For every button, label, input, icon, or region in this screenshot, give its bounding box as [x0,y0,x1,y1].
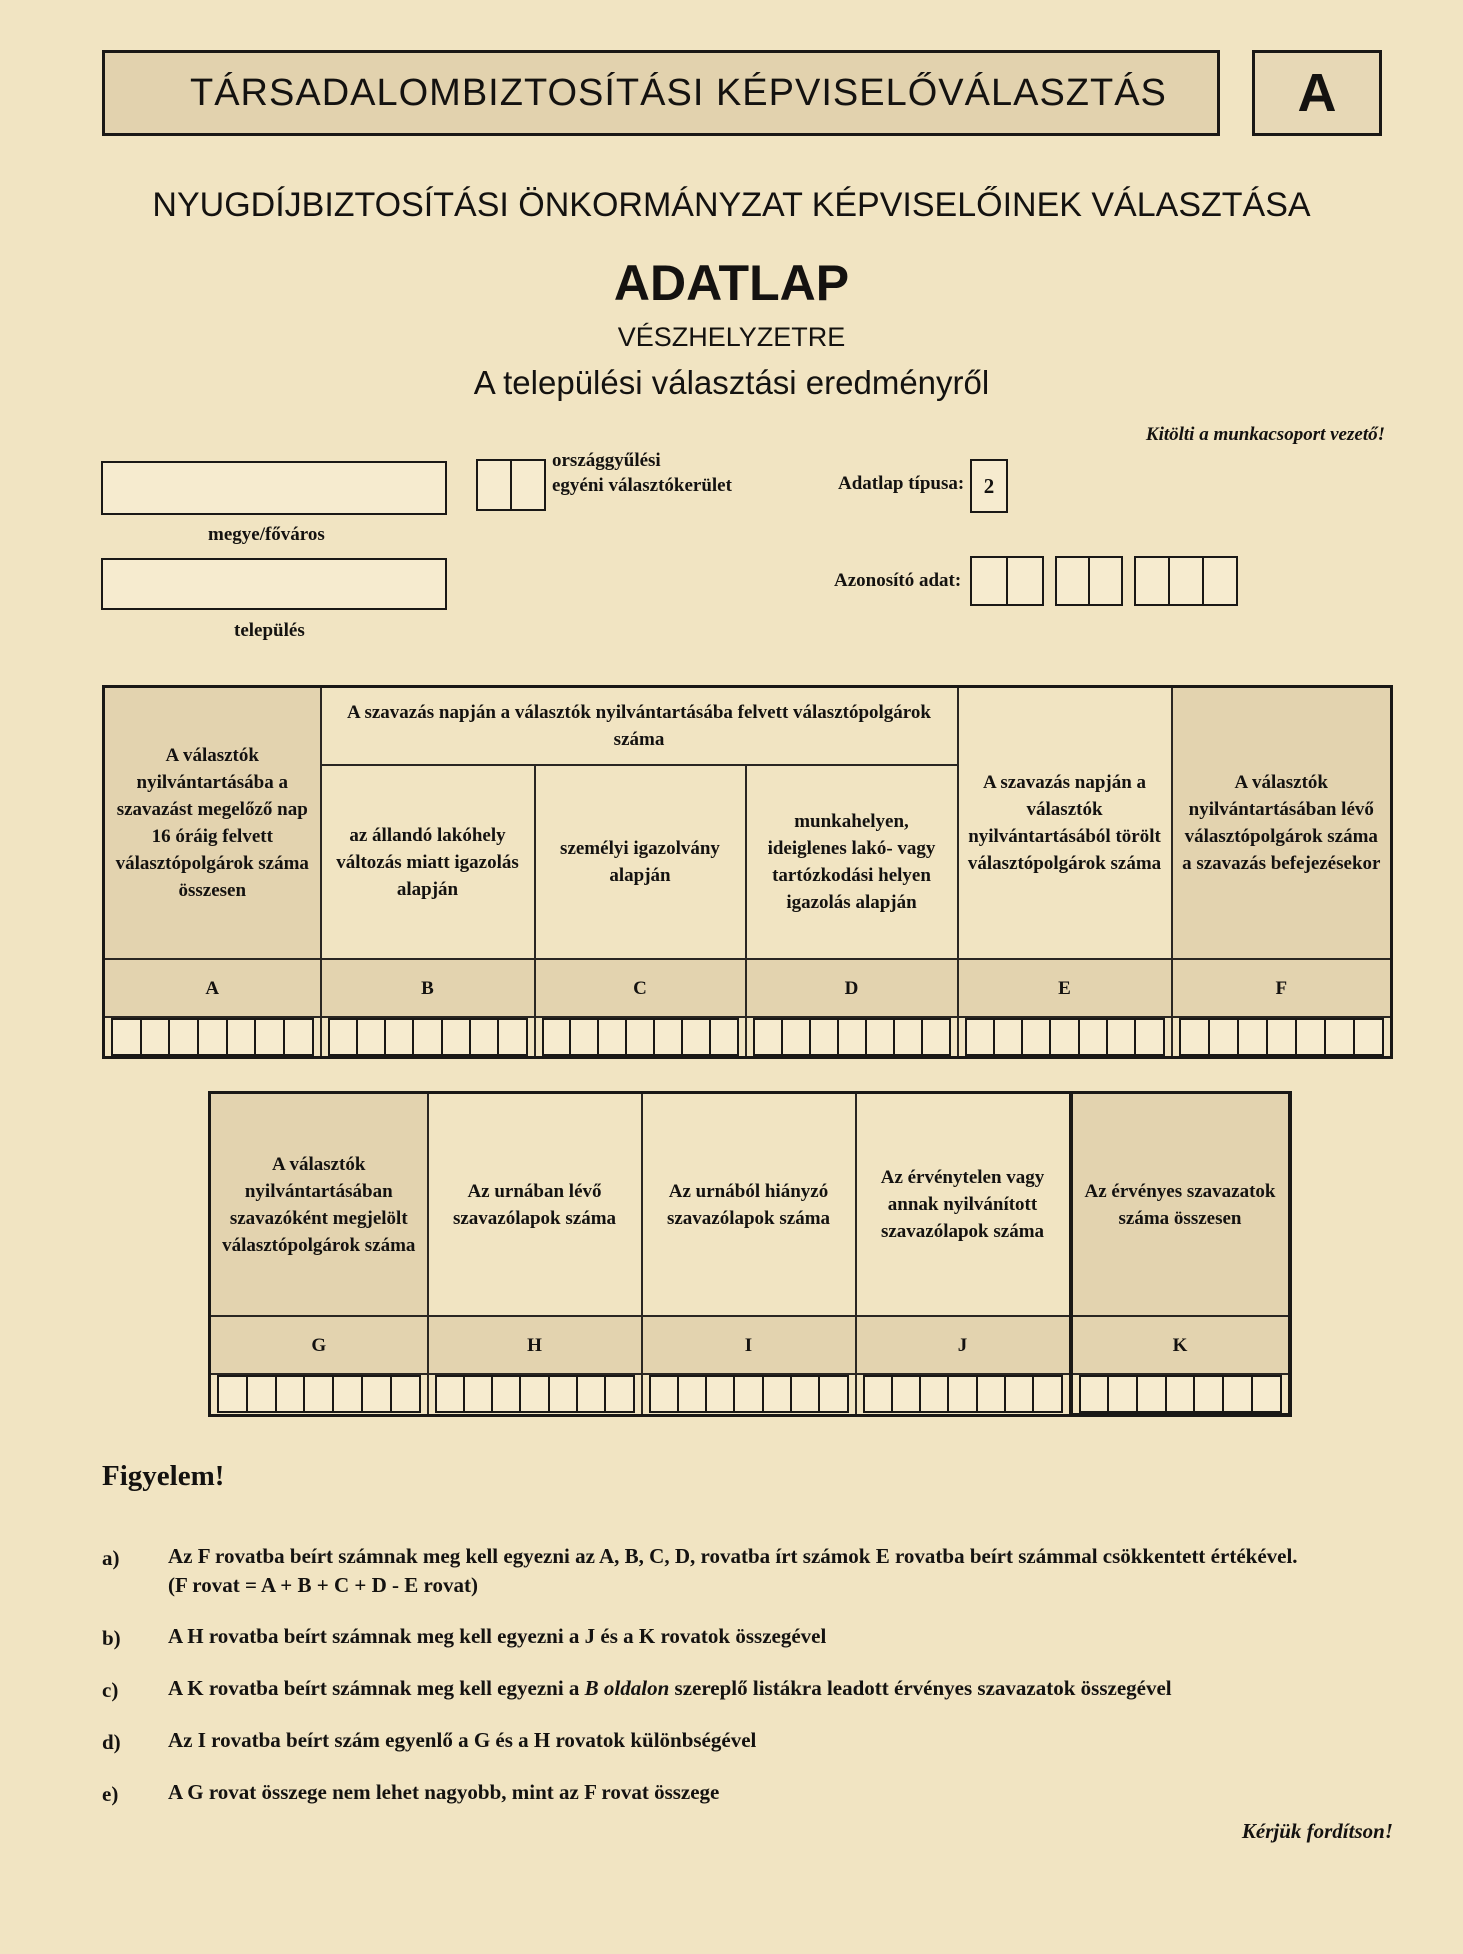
note-a-line-2: (F rovat = A + B + C + D - E rovat) [168,1573,478,1597]
input-d[interactable] [753,1018,951,1056]
note-c [168,1674,1388,1703]
note-a-line-1: Az F rovatba beírt számnak meg kell egyezni az A, B, C, D, rovatba írt számok E rovatba beírt számmal csökkentett értékével. [168,1544,1298,1568]
col-letter-k: K [1071,1316,1290,1374]
col-letter-f: F [1172,959,1392,1017]
input-i[interactable] [649,1375,849,1413]
id-input-1[interactable] [970,556,1044,606]
notes-title: Figyelem! [102,1460,225,1492]
input-h[interactable] [435,1375,635,1413]
col-g-header: A választók nyilvántartásában szavazóként megjelölt választópolgárok száma [210,1093,428,1317]
note-a-label: a) [102,1546,120,1570]
note-c-post: szereplő listákra leadott érvényes szavazatok összegével [669,1676,1172,1700]
col-k-header: Az érvényes szavazatok száma összesen [1071,1093,1290,1317]
turn-over-note: Kérjük fordítson! [1241,1819,1393,1843]
col-letter-j: J [856,1316,1071,1374]
note-d: Az I rovatba beírt szám egyenlő a G és a H rovatok különbségével [168,1728,757,1752]
election-title-box [102,50,1220,136]
input-e[interactable] [965,1018,1165,1056]
col-letter-c: C [535,959,746,1017]
input-a[interactable] [111,1018,314,1056]
note-b-label: b) [102,1626,121,1650]
county-input[interactable] [101,461,447,515]
col-f-header: A választók nyilvántartásában lévő választópolgárok száma a szavazás befejezésekor [1172,687,1392,960]
note-c-pre: A K rovatba beírt számnak meg kell egyezni a [168,1676,585,1700]
input-k[interactable] [1079,1375,1282,1413]
settlement-input[interactable] [101,558,447,610]
form-type-value[interactable]: 2 [970,459,1008,513]
note-b: A H rovatba beírt számnak meg kell egyezni a J és a K rovatok összegével [168,1624,827,1648]
doc-description: A települési választási eredményről [473,364,990,401]
note-c-label: c) [102,1678,119,1702]
col-a-header: A választók nyilvántartásába a szavazást megelőző nap 16 óráig felvett választópolgárok száma összesen [104,687,321,960]
id-label: Azonosító adat: [834,570,962,591]
col-e-header: A szavazás napján a választók nyilvántartásából törölt választópolgárok száma [958,687,1172,960]
col-letter-g: G [210,1316,428,1374]
filled-by-note: Kitölti a munkacsoport vezető! [1145,424,1385,445]
ballot-table [208,1091,1292,1417]
county-label: megye/főváros [208,524,325,545]
id-input-2[interactable] [1055,556,1123,606]
election-title: TÁRSADALOMBIZTOSÍTÁSI KÉPVISELŐVÁLASZTÁS [190,71,1167,114]
group-header-new-voters: A szavazás napján a választók nyilvántartásába felvett választópolgárok száma [321,687,958,766]
col-letter-h: H [428,1316,642,1374]
col-letter-e: E [958,959,1172,1017]
note-d-label: d) [102,1730,121,1754]
page-letter: A [1297,63,1337,123]
col-d-header: munkahelyen, ideiglenes lakó- vagy tartózkodási helyen igazolás alapján [746,765,958,959]
doc-title: ADATLAP [613,255,850,311]
settlement-label: település [234,620,305,641]
col-b-header: az állandó lakóhely változás miatt igazolás alapján [321,765,535,959]
col-letter-b: B [321,959,535,1017]
id-input-3[interactable] [1134,556,1238,606]
district-label-line-2: egyéni választókerület [552,475,732,496]
col-i-header: Az urnából hiányzó szavazólapok száma [642,1093,856,1317]
input-j[interactable] [863,1375,1063,1413]
note-e: A G rovat összege nem lehet nagyobb, mint az F rovat összege [168,1780,720,1804]
col-letter-d: D [746,959,958,1017]
col-letter-i: I [642,1316,856,1374]
note-c-emphasis: B oldalon [584,1676,670,1700]
district-input[interactable] [476,459,546,511]
form-type-label: Adatlap típusa: [838,473,965,494]
input-g[interactable] [217,1375,421,1413]
note-a [168,1542,1388,1600]
district-label [552,448,732,498]
subtitle: NYUGDÍJBIZTOSÍTÁSI ÖNKORMÁNYZAT KÉPVISELŐINEK VÁLASZTÁSA [152,186,1311,224]
col-h-header: Az urnában lévő szavazólapok száma [428,1093,642,1317]
input-f[interactable] [1179,1018,1385,1056]
col-j-header: Az érvénytelen vagy annak nyilvánított szavazólapok száma [856,1093,1071,1317]
district-label-line-1: országgyűlési [552,450,661,471]
voter-register-table [102,685,1393,1059]
col-letter-a: A [104,959,321,1017]
doc-subtitle: VÉSZHELYZETRE [617,322,846,352]
input-c[interactable] [542,1018,739,1056]
page-letter-box [1252,50,1382,136]
note-e-label: e) [102,1782,119,1806]
col-c-header: személyi igazolvány alapján [535,765,746,959]
input-b[interactable] [328,1018,528,1056]
